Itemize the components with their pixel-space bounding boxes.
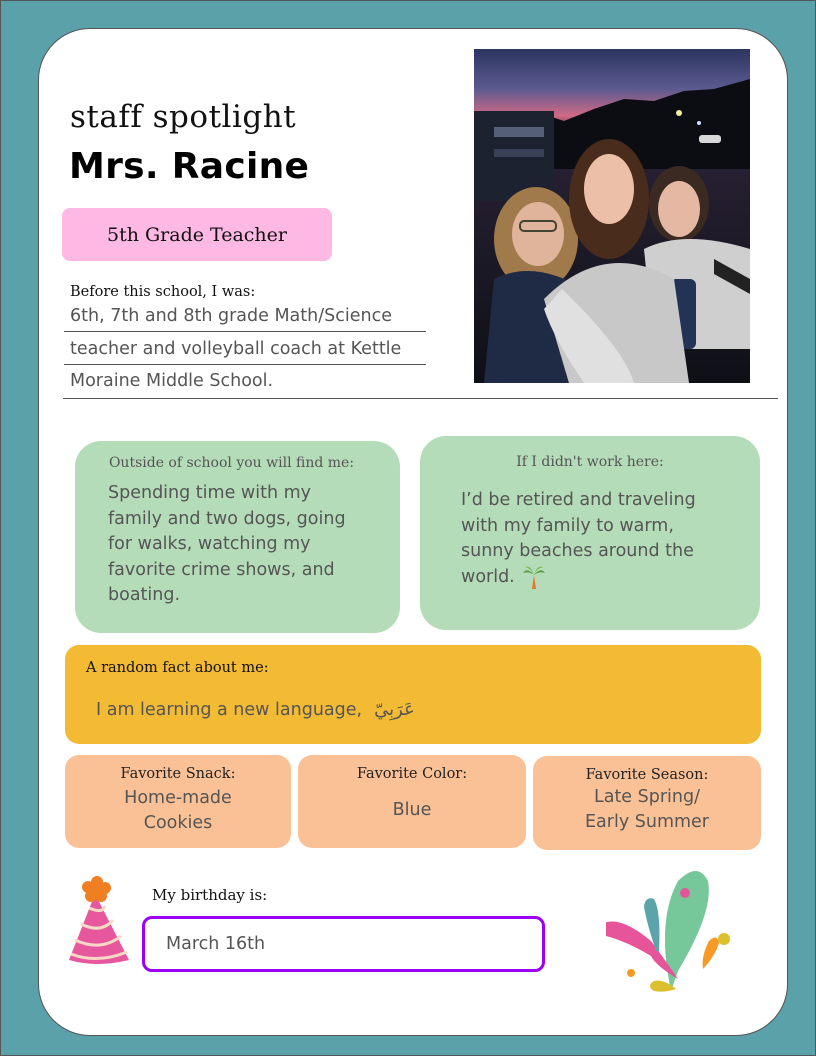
if-not-here-text <box>420 488 760 590</box>
page-title: Mrs. Racine <box>69 146 310 187</box>
before-line-2: teacher and volleyball coach at Kettle <box>64 334 426 365</box>
random-fact-label: A random fact about me: <box>86 660 269 676</box>
favorite-season-line: Late Spring/ <box>593 787 701 807</box>
page-kicker: staff spotlight <box>70 99 297 135</box>
outside-school-label: Outside of school you will find me: <box>108 455 355 471</box>
birthday-label: My birthday is: <box>152 886 268 904</box>
elsewhere-line: world. <box>461 566 515 587</box>
section-divider <box>63 398 778 399</box>
birthday-value: March 16th <box>166 934 266 954</box>
role-label: 5th Grade Teacher <box>106 223 287 246</box>
favorite-snack-line: Home-made <box>124 788 232 808</box>
before-line-3: Moraine Middle School. <box>70 371 274 391</box>
favorite-season-value <box>533 785 761 835</box>
favorite-color-value: Blue <box>392 800 432 820</box>
confetti-splash-icon <box>606 861 746 1001</box>
before-label: Before this school, I was: <box>70 284 256 300</box>
birthday-field[interactable] <box>142 916 545 972</box>
random-fact-text <box>96 699 415 720</box>
elsewhere-line: sunny beaches around the <box>461 541 694 561</box>
outside-line: for walks, watching my <box>108 534 311 554</box>
if-not-here-box <box>420 436 760 630</box>
favorite-color-box <box>298 755 526 848</box>
favorite-color-label: Favorite Color: <box>356 766 468 782</box>
arabic-word: عَرَبِيّ <box>374 699 415 720</box>
favorite-season-line: Early Summer <box>584 812 709 832</box>
favorite-snack-label: Favorite Snack: <box>120 766 236 782</box>
favorite-snack-line: Cookies <box>143 813 213 833</box>
elsewhere-last-line <box>461 565 760 591</box>
random-fact-sentence: I am learning a new language, <box>96 699 363 720</box>
palm-tree-icon <box>523 565 545 589</box>
favorite-snack-box <box>65 755 291 848</box>
if-not-here-label: If I didn't work here: <box>516 454 664 470</box>
staff-photo <box>474 49 750 383</box>
favorite-season-label: Favorite Season: <box>585 767 709 783</box>
role-badge <box>62 208 332 261</box>
outside-school-text <box>75 481 400 609</box>
elsewhere-line: with my family to warm, <box>461 515 674 536</box>
random-fact-box <box>65 645 761 744</box>
before-line-1: 6th, 7th and 8th grade Math/Science <box>64 301 426 332</box>
party-hat-icon <box>67 876 131 966</box>
elsewhere-line: I’d be retired and traveling <box>461 490 696 510</box>
outside-school-box <box>75 441 400 633</box>
favorite-snack-value <box>65 786 291 836</box>
outside-line: boating. <box>108 585 181 605</box>
outside-line: favorite crime shows, and <box>108 559 335 580</box>
outside-line: family and two dogs, going <box>108 508 346 529</box>
outside-line: Spending time with my <box>108 483 312 503</box>
favorite-season-box <box>533 756 761 850</box>
